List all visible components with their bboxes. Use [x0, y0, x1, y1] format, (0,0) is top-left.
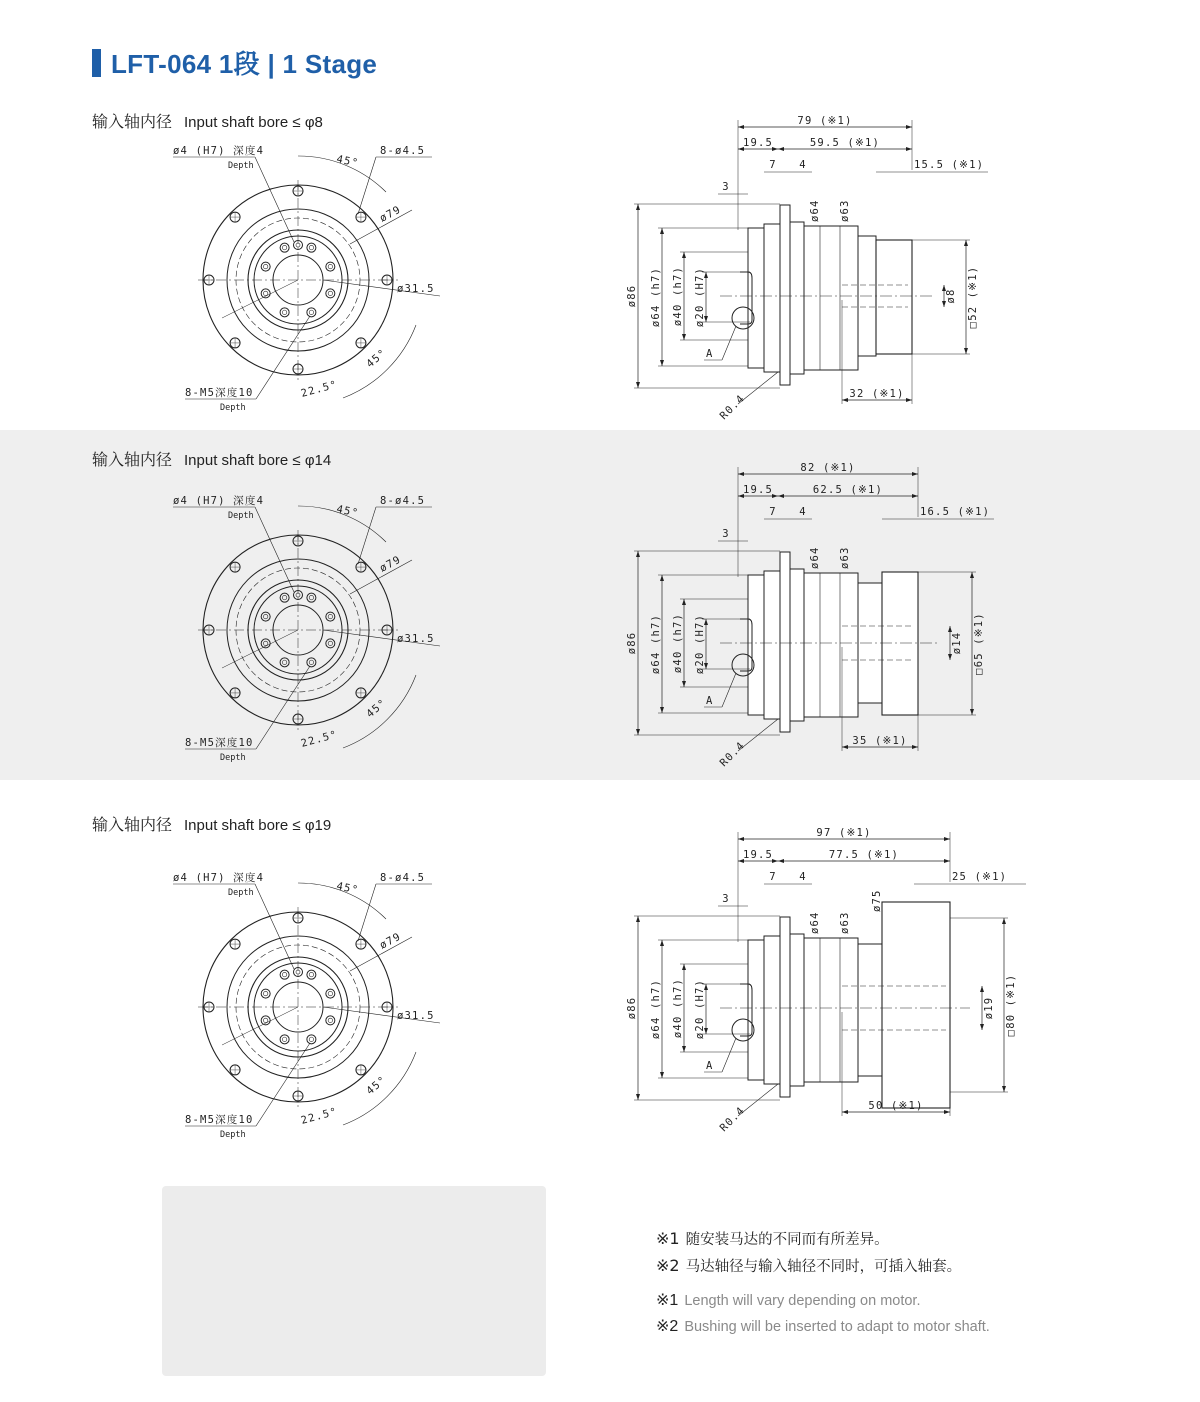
- angle-45-bottom: 45°: [364, 1073, 390, 1098]
- arrow-head: [636, 204, 640, 210]
- dim-d64h7: ø64 (h7): [650, 978, 662, 1040]
- arrow-head: [636, 551, 640, 557]
- front-view-1: [173, 144, 440, 413]
- tapped-hole-inner: [328, 264, 332, 268]
- arrow-head: [906, 147, 912, 151]
- tapped-hole: [326, 989, 335, 998]
- pcd315-label: ø31.5: [397, 1010, 435, 1022]
- tapped-hole: [307, 658, 316, 667]
- tapped-hole: [280, 970, 289, 979]
- gear-body: [804, 226, 858, 370]
- angle-22-5-label: 22.5°: [299, 728, 340, 750]
- leader: [256, 316, 310, 399]
- output-hub: [764, 571, 780, 719]
- arrow-head: [964, 348, 968, 354]
- detail-a-label: A: [706, 348, 714, 360]
- pcd79-label: ø79: [377, 930, 404, 952]
- output-hub: [764, 224, 780, 372]
- arrow-head: [912, 745, 918, 749]
- tapped-hole: [261, 989, 270, 998]
- arrow-head: [660, 575, 664, 581]
- dim-body: 77.5 (※1): [828, 849, 900, 861]
- arrow-head: [636, 382, 640, 388]
- tapped-label: 8-M5深度10: [185, 1114, 254, 1126]
- dim-d86: ø86: [626, 996, 638, 1020]
- tapped-hole: [326, 262, 335, 271]
- pin-hole-label: ø4 (H7) 深度4: [173, 872, 265, 884]
- body-ring: [790, 569, 804, 721]
- arrow-head: [970, 709, 974, 715]
- arrow-head: [778, 859, 784, 863]
- dim-flange: 19.5: [742, 484, 774, 496]
- dim-flange: 19.5: [742, 137, 774, 149]
- adapter-ring: [858, 944, 882, 1076]
- output-face: [748, 940, 764, 1080]
- dim-d20h7: ø20 (H7): [694, 978, 706, 1040]
- arrow-head: [682, 964, 686, 970]
- tapped-hole: [307, 970, 316, 979]
- leader: [722, 326, 736, 360]
- tapped-hole-inner: [328, 291, 332, 295]
- dim-body: 62.5 (※1): [812, 484, 884, 496]
- arrow-head: [660, 1072, 664, 1078]
- angle-45-bottom: 45°: [364, 346, 390, 371]
- tapped-hole-inner: [282, 1037, 286, 1041]
- tapped-hole: [261, 612, 270, 621]
- tapped-hole: [307, 1035, 316, 1044]
- arrow-head: [682, 1046, 686, 1052]
- tapped-hole: [261, 1016, 270, 1025]
- flange-plate: [780, 552, 790, 732]
- dim-4: 4: [799, 506, 807, 518]
- arrow-head: [842, 1110, 848, 1114]
- pcd79-label: ø79: [377, 203, 404, 225]
- dim-3: 3: [722, 528, 730, 540]
- dim-d64h7: ø64 (h7): [650, 613, 662, 675]
- arrow-head: [948, 626, 952, 632]
- motor-adapter: [882, 572, 918, 715]
- arrow-head: [964, 240, 968, 246]
- tapped-hole-inner: [309, 310, 313, 314]
- tapped-hole: [261, 262, 270, 271]
- tapped-hole: [326, 1016, 335, 1025]
- leader: [358, 157, 376, 214]
- detail-a-label: A: [706, 695, 714, 707]
- tapped-hole-inner: [328, 614, 332, 618]
- dim-d63: ø63: [839, 911, 851, 934]
- gear-body: [804, 573, 858, 717]
- pin-depth-label: Depth: [228, 511, 254, 521]
- arrow-head: [912, 472, 918, 476]
- arrow-head: [944, 859, 950, 863]
- tapped-hole-inner: [263, 1018, 267, 1022]
- tapped-hole-inner: [282, 660, 286, 664]
- tapped-hole: [280, 593, 289, 602]
- dim-square: □65 (※1): [973, 612, 985, 675]
- tapped-hole-inner: [263, 291, 267, 295]
- tapped-hole-inner: [282, 595, 286, 599]
- dim-motor-len: 50 (※1): [868, 1100, 924, 1112]
- arrow-head: [738, 837, 744, 841]
- dim-total: 82 (※1): [800, 462, 856, 474]
- arrow-head: [660, 707, 664, 713]
- pin-hole-label: ø4 (H7) 深度4: [173, 145, 265, 157]
- dim-shaft: ø8: [945, 288, 957, 304]
- dim-d20h7: ø20 (H7): [694, 613, 706, 675]
- tapped-hole: [280, 243, 289, 252]
- holes-label: 8-ø4.5: [380, 495, 426, 507]
- dim-3: 3: [722, 893, 730, 905]
- flange-plate: [780, 917, 790, 1097]
- dim-d63: ø63: [839, 199, 851, 222]
- tapped-hole-inner: [328, 991, 332, 995]
- section-label-cn: 输入轴内径: [92, 450, 173, 469]
- dim-square: □80 (※1): [1005, 973, 1017, 1037]
- tapped-label: 8-M5深度10: [185, 387, 254, 399]
- leader: [358, 507, 376, 564]
- arrow-head: [980, 1024, 984, 1030]
- arrow-head: [682, 334, 686, 340]
- tapped-hole: [326, 289, 335, 298]
- r04-label: R0.4: [717, 1104, 748, 1135]
- tapped-label: 8-M5深度10: [185, 737, 254, 749]
- arrow-head: [778, 147, 784, 151]
- notes: [656, 1228, 990, 1342]
- side-view-2: [626, 462, 994, 769]
- dim-7: 7: [769, 506, 777, 518]
- holes-label: 8-ø4.5: [380, 872, 426, 884]
- dim-7: 7: [769, 871, 777, 883]
- section-label-en: Input shaft bore ≤ φ8: [184, 114, 323, 131]
- output-hub: [764, 936, 780, 1084]
- tapped-hole: [280, 308, 289, 317]
- dim-motor-len: 32 (※1): [849, 388, 905, 400]
- output-face: [748, 575, 764, 715]
- dim-body: 59.5 (※1): [809, 137, 881, 149]
- arrow-head: [660, 940, 664, 946]
- angle-45-top: 45°: [335, 880, 360, 897]
- arrow-head: [1002, 918, 1006, 924]
- tapped-hole-inner: [328, 641, 332, 645]
- arrow-head: [660, 360, 664, 366]
- note-cn-2: ※2 马达轴径与输入轴径不同时，可插入轴套。: [656, 1256, 962, 1275]
- r04-label: R0.4: [717, 392, 748, 423]
- pcd79-label: ø79: [377, 553, 404, 575]
- tapped-hole: [307, 308, 316, 317]
- tapped-depth-label: Depth: [220, 753, 246, 763]
- dim-d64: ø64: [809, 199, 821, 222]
- angle-45-bottom: 45°: [364, 696, 390, 721]
- section-label-en: Input shaft bore ≤ φ14: [184, 452, 332, 469]
- leader: [255, 884, 294, 969]
- tapped-hole-inner: [263, 991, 267, 995]
- arrow-head: [738, 125, 744, 129]
- dim-d20h7: ø20 (H7): [694, 266, 706, 328]
- arrow-head: [1002, 1086, 1006, 1092]
- pcd315-label: ø31.5: [397, 633, 435, 645]
- tapped-hole-inner: [309, 660, 313, 664]
- holes-label: 8-ø4.5: [380, 145, 426, 157]
- dim-d40h7: ø40 (h7): [672, 977, 684, 1039]
- pin-hole-label: ø4 (H7) 深度4: [173, 495, 265, 507]
- detail-a-label: A: [706, 1060, 714, 1072]
- side-view-3: [626, 827, 1026, 1134]
- detail-a-box: [162, 1186, 546, 1376]
- arrow-head: [944, 837, 950, 841]
- arrow-head: [682, 599, 686, 605]
- angle-45-top: 45°: [335, 503, 360, 520]
- r04-label: R0.4: [717, 739, 748, 770]
- dim-d40h7: ø40 (h7): [672, 265, 684, 327]
- dim-75: ø75: [871, 889, 883, 912]
- angle-22-5-label: 22.5°: [299, 1105, 340, 1127]
- dim-d64: ø64: [809, 911, 821, 934]
- leader: [255, 507, 294, 592]
- leader: [722, 1038, 736, 1072]
- tapped-hole: [261, 289, 270, 298]
- pcd315-label: ø31.5: [397, 283, 435, 295]
- note-en-2: ※2 Bushing will be inserted to adapt to motor shaft.: [656, 1318, 990, 1335]
- tapped-hole-inner: [309, 972, 313, 976]
- section-label-cn: 输入轴内径: [92, 112, 173, 131]
- dim-adapter: 25 (※1): [952, 871, 1008, 883]
- dim-7: 7: [769, 159, 777, 171]
- note-en-1: ※1 Length will vary depending on motor.: [656, 1292, 921, 1309]
- arrow-head: [636, 916, 640, 922]
- tapped-depth-label: Depth: [220, 403, 246, 413]
- dim-motor-len: 35 (※1): [852, 735, 908, 747]
- dim-d40h7: ø40 (h7): [672, 612, 684, 674]
- tapped-hole: [280, 658, 289, 667]
- tapped-depth-label: Depth: [220, 1130, 246, 1140]
- leader: [255, 157, 294, 242]
- arrow-head: [906, 125, 912, 129]
- dim-square: □52 (※1): [967, 265, 979, 329]
- leader: [358, 884, 376, 941]
- arrow-head: [944, 1110, 950, 1114]
- flange-plate: [780, 205, 790, 385]
- pin-depth-label: Depth: [228, 161, 254, 171]
- tapped-hole-inner: [263, 641, 267, 645]
- note-cn-1: ※1 随安装马达的不同而有所差异。: [656, 1229, 889, 1248]
- dim-4: 4: [799, 871, 807, 883]
- arrow-head: [912, 494, 918, 498]
- tapped-hole: [307, 593, 316, 602]
- arrow-head: [842, 745, 848, 749]
- body-ring: [790, 934, 804, 1086]
- tapped-hole: [326, 639, 335, 648]
- tapped-hole-inner: [309, 245, 313, 249]
- pin-depth-label: Depth: [228, 888, 254, 898]
- angle-22-5-label: 22.5°: [299, 378, 340, 400]
- dim-d63: ø63: [839, 546, 851, 569]
- angle-45-top: 45°: [335, 153, 360, 170]
- tapped-hole-inner: [282, 245, 286, 249]
- leader: [256, 666, 310, 749]
- arrow-head: [682, 681, 686, 687]
- tapped-hole-inner: [282, 972, 286, 976]
- dim-d64h7: ø64 (h7): [650, 266, 662, 328]
- tapped-hole-inner: [309, 595, 313, 599]
- output-face: [748, 228, 764, 368]
- arrow-head: [636, 1094, 640, 1100]
- dim-shaft: ø19: [983, 996, 995, 1020]
- leader: [722, 673, 736, 707]
- dim-total: 97 (※1): [816, 827, 872, 839]
- arrow-head: [636, 729, 640, 735]
- motor-adapter: [876, 240, 912, 354]
- dim-flange: 19.5: [742, 849, 774, 861]
- dim-d86: ø86: [626, 284, 638, 308]
- dim-d64: ø64: [809, 546, 821, 569]
- side-view-1: [626, 115, 988, 422]
- tapped-hole-inner: [309, 1037, 313, 1041]
- arrow-head: [970, 572, 974, 578]
- tapped-hole-inner: [328, 1018, 332, 1022]
- arrow-head: [682, 252, 686, 258]
- arrow-head: [842, 398, 848, 402]
- tapped-hole: [307, 243, 316, 252]
- arrow-head: [980, 986, 984, 992]
- page-title: LFT-064 1段 | 1 Stage: [111, 49, 378, 79]
- motor-adapter: [882, 902, 950, 1108]
- arrow-head: [738, 472, 744, 476]
- tapped-hole: [261, 639, 270, 648]
- dim-total: 79 (※1): [797, 115, 853, 127]
- leader: [256, 1043, 310, 1126]
- gear-body: [804, 938, 858, 1082]
- tapped-hole-inner: [263, 264, 267, 268]
- tapped-hole: [280, 1035, 289, 1044]
- arrow-head: [906, 398, 912, 402]
- arrow-head: [660, 228, 664, 234]
- dim-3: 3: [722, 181, 730, 193]
- dim-adapter: 15.5 (※1): [914, 159, 985, 171]
- front-view-2: [173, 494, 440, 763]
- dim-adapter: 16.5 (※1): [920, 506, 991, 518]
- dim-4: 4: [799, 159, 807, 171]
- front-view-3: [173, 871, 440, 1140]
- tapped-hole-inner: [282, 310, 286, 314]
- dim-d86: ø86: [626, 631, 638, 655]
- tapped-hole-inner: [263, 614, 267, 618]
- section-label-cn: 输入轴内径: [92, 815, 173, 834]
- tapped-hole: [326, 612, 335, 621]
- section-label-en: Input shaft bore ≤ φ19: [184, 817, 332, 834]
- arrow-head: [778, 494, 784, 498]
- dim-shaft: ø14: [951, 631, 963, 655]
- body-ring: [790, 222, 804, 374]
